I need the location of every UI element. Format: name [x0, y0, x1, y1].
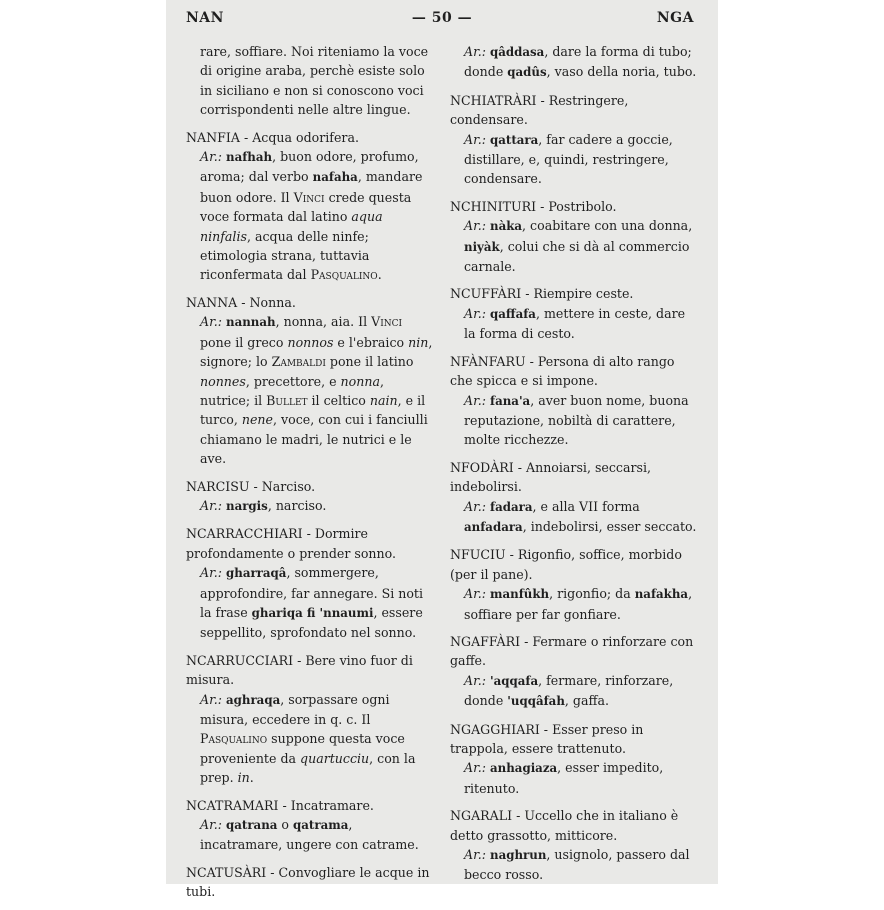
arabic-term: anfadara [464, 519, 523, 534]
text-run: , sorpassare ogni misura, eccedere in q. c. Il [200, 691, 390, 727]
text-run: nonnos [287, 334, 334, 350]
text-run: , vaso della noria, tubo. [546, 64, 697, 80]
text-run: , colui che si dà al commercio carnale. [464, 238, 690, 275]
arabic-term: qadûs [507, 65, 547, 80]
text-run: , fermare, rinforzare, donde [464, 672, 674, 709]
text-run: . [249, 770, 254, 786]
text-run: , sommergere, approfondire, far annegare. Si noti la frase [200, 565, 424, 620]
text-run: nene [241, 412, 273, 428]
text-run: nonnes [200, 373, 246, 389]
arabic-term: aghraqa [226, 692, 281, 707]
text-run: Zambaldi [271, 354, 326, 370]
text-run: il celtico [307, 392, 370, 408]
arabic-label: Ar.: [464, 218, 486, 234]
arabic-label: Ar.: [200, 497, 222, 513]
text-run: , precettore, e [245, 373, 341, 389]
arabic-term: nàka [490, 219, 523, 234]
arabic-term: 'uqqâfah [507, 694, 565, 709]
left-column [186, 42, 434, 910]
running-head-left: NAN [186, 10, 224, 26]
entry-ncatusari-cont [450, 42, 698, 83]
entry-headword: NCHINITURI - Postribolo. [450, 198, 617, 214]
entry-nfuciu [450, 545, 698, 624]
arabic-term: qatrana [226, 818, 278, 833]
entry-nanfia [186, 128, 434, 285]
entry-ngagghiari [450, 720, 698, 799]
arabic-label: Ar.: [464, 131, 486, 147]
text-run: nain [369, 392, 398, 408]
text-run: , buon odore, profumo, aroma; dal verbo [200, 149, 419, 185]
text-run: Bullet [266, 392, 308, 408]
entry-etymology [200, 147, 434, 285]
text-run: pone il latino [325, 354, 414, 370]
entry-ngarali [450, 806, 698, 885]
entry-headword: NGAGGHIARI - Esser preso in trappola, essere trattenuto. [450, 721, 644, 756]
text-run: , gaffa. [564, 693, 609, 709]
arabic-label: Ar.: [464, 760, 486, 776]
entry-headword: NGARALI - Uccello che in italiano è detto grassotto, mitticore. [450, 808, 679, 843]
text-run: nin [408, 334, 429, 350]
text-run: , rigonfio; da [549, 586, 635, 602]
entry-headword: NANFIA - Acqua odorifera. [186, 129, 359, 145]
running-head-right: NGA [656, 10, 694, 26]
text-run: o [277, 817, 294, 833]
arabic-label: Ar.: [464, 847, 486, 863]
text-run: , con la prep. [200, 750, 416, 786]
entry-etymology [464, 584, 698, 624]
entry-etymology [464, 497, 698, 538]
entry-etymology [200, 690, 434, 788]
arabic-label: Ar.: [200, 817, 222, 833]
text-run: , mandare buon odore. Il [200, 169, 423, 205]
arabic-term: 'aqqafa [490, 673, 539, 688]
text-run: quartucciu [300, 750, 370, 766]
text-run: Pasqualino [200, 731, 268, 747]
text-run: crede questa voce formata dal latino [200, 189, 412, 225]
arabic-label: Ar.: [200, 565, 222, 581]
arabic-term: nannah [226, 315, 276, 330]
text-run: , aver buon nome, buona reputazione, nobiltà di carattere, molte ricchezze. [464, 392, 689, 448]
entry-etymology [200, 815, 434, 855]
entry-headword: NCATRAMARI - Incatramare. [186, 797, 374, 813]
left-entries [186, 128, 434, 902]
entry-headword: NANNA - Nonna. [186, 294, 296, 310]
entry-etymology [464, 671, 698, 712]
entry-ncatramari [186, 796, 434, 855]
entry-etymology [464, 216, 698, 276]
text-run: , narciso. [267, 497, 327, 513]
text-run: , esser impedito, ritenuto. [464, 760, 664, 796]
entry-nchiatrari [450, 91, 698, 189]
text-run: , mettere in ceste, dare la forma di cesto. [464, 305, 686, 342]
arabic-term: qaffafa [490, 306, 536, 321]
text-run: , e il turco, [200, 392, 426, 428]
text-run: , soffiare per far gonfiare. [464, 586, 693, 622]
arabic-term: fadara [490, 499, 533, 514]
entry-nanna [186, 293, 434, 469]
arabic-term: nafhah [226, 150, 273, 165]
entry-ncarracchiari [186, 524, 434, 642]
text-run: , incatramare, ungere con catrame. [200, 817, 419, 853]
entry-etymology [464, 845, 698, 885]
arabic-term: nafaha [312, 170, 358, 185]
text-run: nonna [340, 373, 380, 389]
arabic-term: gharraqâ [226, 566, 287, 581]
entry-headword: NCARRUCCIARI - Bere vino fuor di misura. [186, 652, 413, 688]
entry-ncuffari [450, 284, 698, 343]
text-run: e l'ebraico [333, 334, 409, 350]
page-number: — 50 — [411, 10, 473, 26]
arabic-term: niyàk [464, 239, 500, 254]
entry-headword: NFÀNFARU - Persona di alto rango che spicca e si impone. [450, 353, 675, 389]
text-run: , essere seppellito, sprofondato nel sonno. [200, 604, 423, 641]
arabic-label: Ar.: [464, 44, 486, 59]
text-run: , signore; lo [200, 334, 433, 370]
entry-headword: NCHIATRÀRI - Restringere, condensare. [450, 92, 629, 128]
arabic-label: Ar.: [464, 305, 486, 321]
entry-etymology [464, 391, 698, 450]
text-run: , nonna, aia. Il [275, 314, 372, 330]
text-run: aqua ninfalis [200, 209, 383, 244]
arabic-label: Ar.: [200, 691, 222, 707]
arabic-term: anhagiaza [490, 761, 558, 776]
arabic-label: Ar.: [464, 498, 486, 514]
text-run: in [237, 770, 250, 786]
entry-etymology [200, 563, 434, 643]
text-run: , usignolo, passero dal becco rosso. [464, 847, 690, 883]
dictionary-page [166, 0, 718, 900]
entry-etymology [464, 130, 698, 189]
entry-etymology [464, 758, 698, 798]
arabic-label: Ar.: [464, 392, 486, 408]
arabic-term: naghrun [490, 848, 547, 863]
right-column [450, 42, 698, 893]
text-run: , e alla VII forma [532, 498, 640, 514]
entry-headword: NCATUSÀRI - Convogliare le acque in tubi. [186, 864, 430, 900]
arabic-term: qâddasa [490, 45, 545, 59]
arabic-term: nargis [226, 498, 268, 513]
arabic-term: ghariqa fi 'nnaumi [251, 605, 374, 620]
text-run: Pasqualino [310, 267, 378, 283]
entry-headword: NFODÀRI - Annoiarsi, seccarsi, indebolirsi. [450, 459, 651, 495]
entry-headword: NFUCIU - Rigonfio, soffice, morbido (per il pane). [450, 547, 682, 582]
arabic-term: qattara [490, 132, 539, 147]
text-run: . [377, 267, 382, 283]
text-run: , voce, con cui i fanciulli chiamano le madri, le nutrici e le ave. [200, 412, 428, 467]
arabic-term: manfûkh [490, 587, 550, 602]
arabic-term: qatrama [293, 818, 349, 833]
entry-headword: NCARRACCHIARI - Dormire profondamente o prender sonno. [186, 526, 397, 561]
text-run: , nutrice; il [200, 373, 384, 408]
entry-nfanfaru [450, 352, 698, 450]
text-run: , coabitare con una donna, [522, 218, 693, 234]
entry-ncarrucciari [186, 651, 434, 788]
text-run: Vinci [371, 314, 403, 330]
text-run: pone il greco [200, 334, 288, 350]
arabic-term: nafakha [634, 587, 689, 602]
continuation-text: rare, soffiare. Noi riteniamo la voce di origine araba, perchè esiste solo in siciliano e non si conoscono voci corrispondenti nelle altre lingue. [200, 44, 429, 118]
text-run: , far cadere a goccie, distillare, e, quindi, restringere, condensare. [464, 131, 673, 187]
entry-ncatusari [186, 863, 434, 902]
entry-etymology [200, 312, 434, 468]
entry-narcisu [186, 477, 434, 517]
entry-etymology [464, 304, 698, 344]
entry-ngaffari [450, 632, 698, 712]
arabic-term: fana'a [490, 393, 531, 408]
entry-headword: NCUFFÀRI - Riempire ceste. [450, 286, 634, 302]
text-run: suppone questa voce proveniente da [200, 731, 405, 766]
arabic-label: Ar.: [200, 314, 222, 330]
arabic-label: Ar.: [464, 586, 486, 602]
arabic-label: Ar.: [200, 149, 222, 165]
entry-nfodari [450, 458, 698, 538]
text-run: , indebolirsi, esser seccato. [522, 518, 697, 534]
entry-etymology [200, 496, 434, 516]
entry-etymology [464, 42, 698, 83]
arabic-label: Ar.: [464, 672, 486, 688]
entry-headword: NGAFFÀRI - Fermare o rinforzare con gaffe. [450, 633, 694, 669]
text-run: , dare la forma di tubo; donde [464, 44, 692, 80]
right-entries [450, 42, 698, 885]
text-run: Vinci [293, 189, 325, 205]
text-run: , acqua delle ninfe; etimologia strana, tuttavia riconfermata dal [200, 228, 370, 283]
entry-headword: NARCISU - Narciso. [186, 478, 316, 494]
entry-nchinituri [450, 197, 698, 277]
